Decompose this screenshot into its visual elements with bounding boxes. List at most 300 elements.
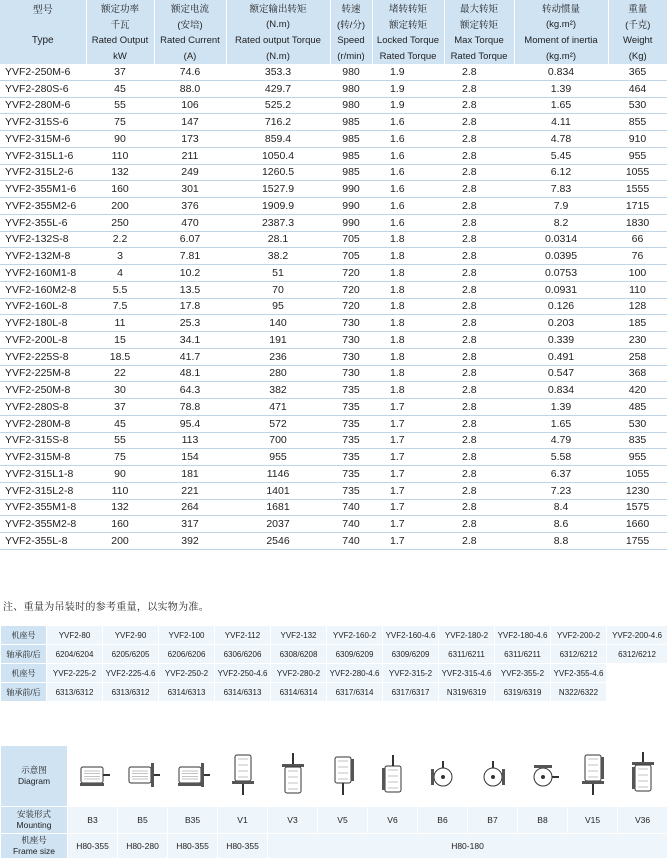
- cell-max-torque: 2.8: [444, 466, 514, 483]
- cell-type: YVF2-355M2-6: [0, 198, 86, 215]
- cell-locked-torque: 1.8: [372, 348, 444, 365]
- header-unit-inertia: (kg.m²): [514, 48, 608, 64]
- motor-foot-icon: [68, 749, 117, 803]
- frame-label-cell: [1, 834, 68, 859]
- cell-locked-torque: 1.6: [372, 214, 444, 231]
- cell-max-torque: 2.8: [444, 198, 514, 215]
- cell-rated-current: 173: [154, 131, 226, 148]
- cell-max-torque: 2.8: [444, 231, 514, 248]
- cell-locked-torque: 1.7: [372, 415, 444, 432]
- header-cn-type: 型号: [0, 0, 86, 16]
- cell-weight: 128: [608, 298, 667, 315]
- cell-max-torque: 2.8: [444, 164, 514, 181]
- frame-size-row: [1, 834, 667, 859]
- cell-rated-current: 10.2: [154, 265, 226, 282]
- table-row: [0, 449, 667, 466]
- motor-flange-icon: [118, 749, 167, 803]
- bearing-cell: 6206/6206: [159, 645, 215, 664]
- cell-rated-torque: 572: [226, 415, 330, 432]
- cell-inertia: 6.37: [514, 466, 608, 483]
- diagram-cell: [318, 746, 368, 807]
- cell-rated-current: 211: [154, 147, 226, 164]
- cell-type: YVF2-315L1-6: [0, 147, 86, 164]
- cell-rated-torque: 1527.9: [226, 181, 330, 198]
- cell-speed: 730: [330, 332, 372, 349]
- mount-type-b7: B7: [468, 807, 518, 834]
- diagram-cell: [118, 746, 168, 807]
- cell-rated-current: 6.07: [154, 231, 226, 248]
- cell-speed: 720: [330, 298, 372, 315]
- cell-speed: 985: [330, 147, 372, 164]
- cell-rated-output: 90: [86, 466, 154, 483]
- cell-locked-torque: 1.8: [372, 298, 444, 315]
- bearing-row-label: 轴承前/后: [1, 683, 47, 702]
- cell-inertia: 1.39: [514, 80, 608, 97]
- bearing-cell: 6312/6212: [607, 645, 667, 664]
- cell-locked-torque: 1.7: [372, 516, 444, 533]
- cell-speed: 735: [330, 432, 372, 449]
- cell-weight: 1715: [608, 198, 667, 215]
- cell-rated-output: 132: [86, 164, 154, 181]
- diagram-cell: [218, 746, 268, 807]
- cell-inertia: 0.0753: [514, 265, 608, 282]
- cell-rated-torque: 700: [226, 432, 330, 449]
- cell-rated-output: 160: [86, 516, 154, 533]
- table-row: [0, 533, 667, 550]
- header-cn-rated-output: 额定功率: [86, 0, 154, 16]
- frame-label: 机座号: [21, 835, 47, 845]
- table-row: [0, 164, 667, 181]
- header-cn2-rated-output: 千瓦: [86, 16, 154, 32]
- cell-weight: 1660: [608, 516, 667, 533]
- cell-locked-torque: 1.6: [372, 147, 444, 164]
- bearing-cell: YVF2-250-2: [159, 664, 215, 683]
- cell-max-torque: 2.8: [444, 533, 514, 550]
- cell-rated-current: 249: [154, 164, 226, 181]
- bearing-cell: YVF2-112: [215, 626, 271, 645]
- motor-foot-flange-icon: [168, 749, 217, 803]
- cell-rated-torque: 236: [226, 348, 330, 365]
- header-en-weight: Weight: [608, 32, 667, 48]
- bearing-cell: 6309/6209: [327, 645, 383, 664]
- header-cn-locked-torque: 堵转转矩: [372, 0, 444, 16]
- cell-rated-torque: 859.4: [226, 131, 330, 148]
- cell-rated-output: 110: [86, 147, 154, 164]
- cell-rated-torque: 471: [226, 399, 330, 416]
- header-unit-speed: (r/min): [330, 48, 372, 64]
- cell-inertia: 0.0395: [514, 248, 608, 265]
- cell-weight: 110: [608, 281, 667, 298]
- cell-weight: 365: [608, 64, 667, 80]
- bearing-value-row-2: [1, 683, 667, 702]
- frame-size-v1: H80-355: [218, 834, 268, 859]
- cell-weight: 1575: [608, 499, 667, 516]
- mount-type-b5: B5: [118, 807, 168, 834]
- cell-rated-torque: 280: [226, 365, 330, 382]
- cell-rated-current: 17.8: [154, 298, 226, 315]
- cell-rated-current: 78.8: [154, 399, 226, 416]
- table-row: [0, 281, 667, 298]
- cell-locked-torque: 1.8: [372, 315, 444, 332]
- cell-rated-output: 4: [86, 265, 154, 282]
- cell-max-torque: 2.8: [444, 64, 514, 80]
- cell-max-torque: 2.8: [444, 482, 514, 499]
- cell-rated-current: 113: [154, 432, 226, 449]
- cell-inertia: 0.203: [514, 315, 608, 332]
- table-row: [0, 198, 667, 215]
- header-en-type: Type: [0, 32, 86, 48]
- cell-speed: 735: [330, 399, 372, 416]
- cell-inertia: 4.78: [514, 131, 608, 148]
- header-en-rated-output: Rated Output: [86, 32, 154, 48]
- cell-rated-torque: 353.3: [226, 64, 330, 80]
- table-row: [0, 348, 667, 365]
- cell-weight: 185: [608, 315, 667, 332]
- bearing-cell: YVF2-355-2: [495, 664, 551, 683]
- cell-rated-torque: 716.2: [226, 114, 330, 131]
- cell-rated-current: 317: [154, 516, 226, 533]
- cell-speed: 730: [330, 348, 372, 365]
- table-row: [0, 181, 667, 198]
- cell-weight: 420: [608, 382, 667, 399]
- cell-rated-current: 41.7: [154, 348, 226, 365]
- header-row-cn-units: [0, 16, 667, 32]
- cell-max-torque: 2.8: [444, 348, 514, 365]
- bearing-cell: 6309/6209: [383, 645, 439, 664]
- cell-max-torque: 2.8: [444, 131, 514, 148]
- cell-locked-torque: 1.7: [372, 466, 444, 483]
- cell-speed: 740: [330, 516, 372, 533]
- cell-locked-torque: 1.6: [372, 181, 444, 198]
- cell-rated-current: 221: [154, 482, 226, 499]
- cell-locked-torque: 1.9: [372, 80, 444, 97]
- cell-rated-current: 147: [154, 114, 226, 131]
- bearing-row-label: 机座号: [1, 664, 47, 683]
- table-row: [0, 365, 667, 382]
- diagram-label-en: Diagram: [18, 776, 50, 786]
- table-row: [0, 248, 667, 265]
- cell-max-torque: 2.8: [444, 265, 514, 282]
- cell-weight: 1755: [608, 533, 667, 550]
- cell-weight: 530: [608, 415, 667, 432]
- header-row-cn: [0, 0, 667, 16]
- cell-weight: 1830: [608, 214, 667, 231]
- header-cn2-max-torque: 额定转矩: [444, 16, 514, 32]
- cell-weight: 1055: [608, 466, 667, 483]
- cell-type: YVF2-160L-8: [0, 298, 86, 315]
- cell-rated-torque: 28.1: [226, 231, 330, 248]
- bearing-empty-cell: [607, 683, 667, 702]
- frame-size-b5: H80-280: [118, 834, 168, 859]
- cell-locked-torque: 1.8: [372, 281, 444, 298]
- cell-inertia: 0.126: [514, 298, 608, 315]
- cell-rated-current: 25.3: [154, 315, 226, 332]
- cell-max-torque: 2.8: [444, 449, 514, 466]
- bearing-cell: YVF2-180-2: [439, 626, 495, 645]
- cell-rated-torque: 1260.5: [226, 164, 330, 181]
- cell-weight: 76: [608, 248, 667, 265]
- header-cn2-rated-current: (安培): [154, 16, 226, 32]
- header-unit-rated-current: (A): [154, 48, 226, 64]
- cell-type: YVF2-315L2-6: [0, 164, 86, 181]
- cell-rated-current: 48.1: [154, 365, 226, 382]
- cell-type: YVF2-315L2-8: [0, 482, 86, 499]
- cell-weight: 1055: [608, 164, 667, 181]
- cell-rated-torque: 2037: [226, 516, 330, 533]
- frame-size-others: H80-180: [268, 834, 667, 859]
- cell-speed: 735: [330, 449, 372, 466]
- cell-rated-current: 376: [154, 198, 226, 215]
- header-cn2-speed: (转/分): [330, 16, 372, 32]
- motor-ceiling-b8-icon: [518, 749, 567, 803]
- cell-speed: 705: [330, 231, 372, 248]
- cell-locked-torque: 1.9: [372, 97, 444, 114]
- header-cn2-locked-torque: 额定转矩: [372, 16, 444, 32]
- bearing-cell: 6314/6314: [271, 683, 327, 702]
- cell-rated-output: 90: [86, 131, 154, 148]
- table-row: [0, 332, 667, 349]
- header-cn-max-torque: 最大转矩: [444, 0, 514, 16]
- bearing-cell: YVF2-280-4.6: [327, 664, 383, 683]
- cell-speed: 705: [330, 248, 372, 265]
- cell-type: YVF2-132M-8: [0, 248, 86, 265]
- table-row: [0, 399, 667, 416]
- cell-type: YVF2-200L-8: [0, 332, 86, 349]
- table-row: [0, 432, 667, 449]
- cell-inertia: 0.491: [514, 348, 608, 365]
- bearing-value-row-1: [1, 645, 667, 664]
- cell-max-torque: 2.8: [444, 315, 514, 332]
- cell-rated-torque: 95: [226, 298, 330, 315]
- cell-weight: 910: [608, 131, 667, 148]
- cell-locked-torque: 1.7: [372, 399, 444, 416]
- bearing-cell: 6311/6211: [439, 645, 495, 664]
- table-row: [0, 382, 667, 399]
- header-en-rated-torque: Rated output Torque: [226, 32, 330, 48]
- cell-inertia: 1.65: [514, 415, 608, 432]
- cell-inertia: 0.0314: [514, 231, 608, 248]
- cell-type: YVF2-225S-8: [0, 348, 86, 365]
- cell-speed: 740: [330, 499, 372, 516]
- mount-label-en: Mounting: [17, 820, 52, 830]
- cell-inertia: 4.79: [514, 432, 608, 449]
- cell-max-torque: 2.8: [444, 516, 514, 533]
- mount-type-v15: V15: [568, 807, 618, 834]
- bearing-cell: YVF2-200-2: [551, 626, 607, 645]
- cell-rated-output: 55: [86, 432, 154, 449]
- bearing-cell: YVF2-160-4.6: [383, 626, 439, 645]
- table-row: [0, 265, 667, 282]
- diagram-label: 示意图: [21, 765, 47, 775]
- cell-rated-torque: 1146: [226, 466, 330, 483]
- cell-type: YVF2-355L-8: [0, 533, 86, 550]
- mounting-diagram-row: [1, 746, 667, 807]
- bearing-cell: YVF2-160-2: [327, 626, 383, 645]
- cell-speed: 980: [330, 97, 372, 114]
- header-cn-speed: 转速: [330, 0, 372, 16]
- mounting-type-row: [1, 807, 667, 834]
- cell-rated-torque: 1401: [226, 482, 330, 499]
- cell-locked-torque: 1.7: [372, 533, 444, 550]
- bearing-cell: N319/6319: [439, 683, 495, 702]
- motor-vertical-down-icon: [218, 749, 267, 803]
- mount-type-v1: V1: [218, 807, 268, 834]
- cell-rated-current: 264: [154, 499, 226, 516]
- cell-inertia: 1.39: [514, 399, 608, 416]
- cell-rated-torque: 2546: [226, 533, 330, 550]
- cell-weight: 835: [608, 432, 667, 449]
- cell-weight: 530: [608, 97, 667, 114]
- cell-speed: 720: [330, 265, 372, 282]
- cell-max-torque: 2.8: [444, 298, 514, 315]
- cell-max-torque: 2.8: [444, 97, 514, 114]
- diagram-label-cell: [1, 746, 68, 807]
- cell-weight: 66: [608, 231, 667, 248]
- mount-type-v36: V36: [618, 807, 667, 834]
- cell-weight: 1230: [608, 482, 667, 499]
- cell-rated-output: 30: [86, 382, 154, 399]
- bearing-cell: YVF2-90: [103, 626, 159, 645]
- diagram-cell: [618, 746, 667, 807]
- cell-rated-current: 392: [154, 533, 226, 550]
- bearing-cell: 6204/6204: [47, 645, 103, 664]
- cell-max-torque: 2.8: [444, 147, 514, 164]
- cell-locked-torque: 1.7: [372, 482, 444, 499]
- cell-rated-torque: 955: [226, 449, 330, 466]
- mount-type-b35: B35: [168, 807, 218, 834]
- bearing-row-label: 轴承前/后: [1, 645, 47, 664]
- cell-locked-torque: 1.6: [372, 114, 444, 131]
- cell-rated-output: 75: [86, 449, 154, 466]
- cell-type: YVF2-355L-6: [0, 214, 86, 231]
- table-row: [0, 415, 667, 432]
- table-row: [0, 482, 667, 499]
- cell-rated-output: 200: [86, 533, 154, 550]
- cell-rated-current: 154: [154, 449, 226, 466]
- cell-inertia: 8.6: [514, 516, 608, 533]
- cell-locked-torque: 1.6: [372, 164, 444, 181]
- cell-max-torque: 2.8: [444, 80, 514, 97]
- cell-speed: 730: [330, 315, 372, 332]
- cell-max-torque: 2.8: [444, 432, 514, 449]
- bearing-row-label: 机座号: [1, 626, 47, 645]
- cell-type: YVF2-315M-8: [0, 449, 86, 466]
- table-row: [0, 114, 667, 131]
- cell-rated-torque: 525.2: [226, 97, 330, 114]
- cell-max-torque: 2.8: [444, 281, 514, 298]
- bearing-cell: 6308/6208: [271, 645, 327, 664]
- header-en-speed: Speed: [330, 32, 372, 48]
- cell-weight: 955: [608, 147, 667, 164]
- cell-type: YVF2-250M-6: [0, 64, 86, 80]
- cell-rated-current: 64.3: [154, 382, 226, 399]
- bearing-cell: N322/6322: [551, 683, 607, 702]
- table-row: [0, 466, 667, 483]
- bearing-cell: 6317/6314: [327, 683, 383, 702]
- cell-weight: 100: [608, 265, 667, 282]
- bearing-cell: YVF2-315-4.6: [439, 664, 495, 683]
- header-cn-rated-current: 额定电流: [154, 0, 226, 16]
- cell-inertia: 8.4: [514, 499, 608, 516]
- cell-speed: 990: [330, 214, 372, 231]
- cell-locked-torque: 1.7: [372, 449, 444, 466]
- bearing-cell: 6317/6317: [383, 683, 439, 702]
- weight-note: 注、重量为吊装时的参考重量，以实物为准。: [3, 598, 209, 613]
- motor-wall-b6-icon: [418, 749, 467, 803]
- cell-locked-torque: 1.7: [372, 499, 444, 516]
- cell-rated-output: 55: [86, 97, 154, 114]
- cell-type: YVF2-280S-8: [0, 399, 86, 416]
- bearing-cell: YVF2-225-4.6: [103, 664, 159, 683]
- header-cn-rated-torque: 额定输出转矩: [226, 0, 330, 16]
- cell-rated-output: 18.5: [86, 348, 154, 365]
- bearing-cell: YVF2-100: [159, 626, 215, 645]
- cell-locked-torque: 1.6: [372, 131, 444, 148]
- cell-type: YVF2-315S-6: [0, 114, 86, 131]
- cell-speed: 730: [330, 365, 372, 382]
- cell-type: YVF2-315S-8: [0, 432, 86, 449]
- cell-rated-torque: 51: [226, 265, 330, 282]
- bearing-cell: YVF2-250-4.6: [215, 664, 271, 683]
- table-row: [0, 131, 667, 148]
- cell-rated-output: 160: [86, 181, 154, 198]
- cell-inertia: 0.834: [514, 382, 608, 399]
- bearing-cell: YVF2-80: [47, 626, 103, 645]
- diagram-cell: [168, 746, 218, 807]
- cell-type: YVF2-355M1-8: [0, 499, 86, 516]
- cell-inertia: 7.83: [514, 181, 608, 198]
- cell-rated-current: 74.6: [154, 64, 226, 80]
- cell-speed: 735: [330, 466, 372, 483]
- motor-vertical-flange-v15-icon: [568, 749, 617, 803]
- cell-type: YVF2-280S-6: [0, 80, 86, 97]
- cell-inertia: 5.58: [514, 449, 608, 466]
- cell-rated-torque: 1050.4: [226, 147, 330, 164]
- cell-speed: 980: [330, 80, 372, 97]
- cell-rated-current: 470: [154, 214, 226, 231]
- cell-type: YVF2-315M-6: [0, 131, 86, 148]
- cell-max-torque: 2.8: [444, 415, 514, 432]
- cell-rated-output: 75: [86, 114, 154, 131]
- cell-inertia: 0.339: [514, 332, 608, 349]
- cell-rated-current: 7.81: [154, 248, 226, 265]
- cell-weight: 368: [608, 365, 667, 382]
- cell-weight: 258: [608, 348, 667, 365]
- cell-inertia: 5.45: [514, 147, 608, 164]
- motor-vertical-foot-down-icon: [318, 749, 367, 803]
- mount-type-b8: B8: [518, 807, 568, 834]
- table-row: [0, 499, 667, 516]
- table-row: [0, 231, 667, 248]
- cell-rated-output: 45: [86, 415, 154, 432]
- header-unit-rated-torque: (N.m): [226, 48, 330, 64]
- cell-weight: 1555: [608, 181, 667, 198]
- cell-rated-output: 3: [86, 248, 154, 265]
- cell-rated-output: 7.5: [86, 298, 154, 315]
- diagram-cell: [418, 746, 468, 807]
- bearing-cell: YVF2-355-4.6: [551, 664, 607, 683]
- header-cn2-rated-torque: (N.m): [226, 16, 330, 32]
- table-row: [0, 315, 667, 332]
- cell-rated-output: 5.5: [86, 281, 154, 298]
- cell-inertia: 1.65: [514, 97, 608, 114]
- cell-type: YVF2-250M-8: [0, 382, 86, 399]
- cell-speed: 980: [330, 64, 372, 80]
- diagram-cell: [518, 746, 568, 807]
- frame-size-b35: H80-355: [168, 834, 218, 859]
- table-row: [0, 64, 667, 80]
- cell-type: YVF2-180L-8: [0, 315, 86, 332]
